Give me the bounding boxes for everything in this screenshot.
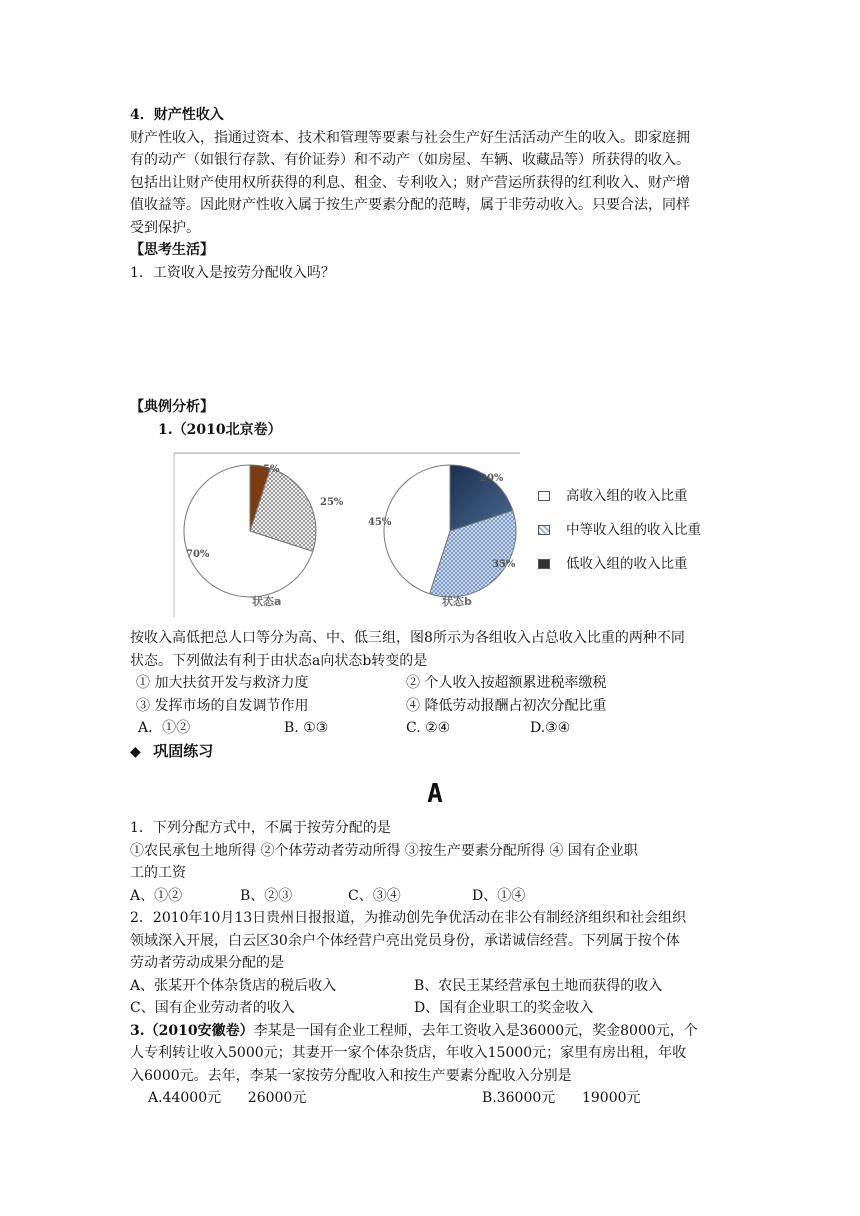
q1-option-d: D、①④ [472, 887, 526, 904]
legend-swatch-hatched [538, 525, 550, 535]
q1-statements: ①农民承包土地所得 ②个体劳动者劳动所得 ③按生产要素分配所得 ④ 国有企业职 [130, 842, 638, 859]
state-b-label: 状态b [442, 595, 472, 608]
q2-options-row [130, 975, 740, 998]
option-d: D.③④ [530, 720, 571, 736]
q2-option-c: C、国有企业劳动者的收入 [130, 1000, 295, 1016]
q1-option-a: A、①② [130, 887, 183, 904]
state-a-label: 状态a [252, 595, 282, 608]
think-heading: 【思考生活】 [130, 242, 214, 258]
q1-options [130, 885, 740, 908]
example-stem-line: 按收入高低把总人口等分为高、中、低三组，图8所示为各组收入占总收入比重的两种不同 [130, 630, 685, 646]
document-page [130, 104, 740, 1110]
legend-item-mid [538, 513, 738, 547]
statement-row [130, 672, 740, 695]
think-question: 1．工资收入是按劳分配收入吗？ [130, 264, 335, 281]
pie-state-a [184, 465, 316, 597]
state-b-low-pct: 20% [480, 473, 504, 484]
statement-2: ② 个人收入按超额累进税率缴税 [406, 675, 607, 691]
q2-options-row [130, 997, 740, 1020]
section-4-heading: 4．财产性收入 [130, 107, 224, 123]
q1-statements-cont: 工的工资 [130, 865, 186, 881]
q2-option-a: A、张某开个体杂货店的税后收入 [130, 977, 337, 994]
q1-option-b: B、②③ [240, 887, 293, 904]
legend-label: 低收入组的收入比重 [566, 555, 688, 572]
statement-4: ④ 降低劳动报酬占初次分配比重 [406, 697, 607, 714]
legend-swatch-white [538, 491, 550, 501]
example-item-title: 1.（2010北京卷） [158, 421, 282, 438]
example-heading: 【典例分析】 [130, 399, 214, 415]
option-c: C. ②④ [406, 720, 451, 736]
q2-option-b: B、农民王某经营承包土地而获得的收入 [414, 977, 663, 994]
legend-swatch-dark [538, 559, 550, 569]
state-a-mid-pct: 25% [320, 497, 344, 508]
q1-stem: 1．下列分配方式中，不属于按劳分配的是 [130, 820, 391, 836]
q3-line: 入6000元。去年，李某一家按劳分配收入和按生产要素分配收入分别是 [130, 1067, 572, 1084]
statement-3: ③ 发挥市场的自发调节作用 [136, 697, 309, 714]
pie-state-b [384, 465, 516, 597]
q2-option-d: D、国有企业职工的奖金收入 [414, 1000, 594, 1016]
q3-option-a: A.44000元 26000元 [148, 1090, 307, 1106]
practice-heading-row [130, 740, 740, 764]
example-stem-line: 状态。下列做法有利于由状态a向状态b转变的是 [130, 652, 428, 669]
legend-label: 高收入组的收入比重 [566, 487, 688, 504]
q2-line: 2．2010年10月13日贵州日报报道，为推动创先争优活动在非公有制经济组织和社会组织 [130, 910, 687, 926]
paragraph-line: 包括出让财产使用权所获得的利息、租金、专利收入；财产营运所获得的红利收入、财产增 [130, 174, 690, 191]
q3-text: 李某是一国有企业工程师，去年工资收入是36000元，奖金8000元，个 [253, 1022, 698, 1039]
q3-line: 人专利转让收入5000元；其妻开一家个体杂货店，年收入15000元；家里有房出租，年收 [130, 1045, 687, 1061]
paragraph-line: 财产性收入，指通过资本、技术和管理等要素与社会生产好生活活动产生的收入。即家庭拥 [130, 129, 690, 146]
option-a: A．①② [138, 720, 191, 736]
paragraph-line: 值收益等。因此财产性收入属于按生产要素分配的范畴，属于非劳动收入。只要合法，同样 [130, 197, 690, 213]
q1-option-c: C、③④ [348, 887, 401, 904]
legend-item-high [538, 479, 738, 513]
q3-option-b: B.36000元 19000元 [482, 1090, 641, 1106]
practice-heading: 巩固练习 [153, 741, 214, 760]
state-a-low-pct: 5% [263, 464, 280, 475]
legend-item-low [538, 547, 738, 581]
q3-line [130, 1020, 740, 1043]
statement-row [130, 695, 740, 718]
q3-title: 3.（2010安徽卷） [130, 1022, 254, 1039]
statement-1: ① 加大扶贫开发与救济力度 [136, 675, 309, 691]
q3-options [130, 1087, 740, 1110]
legend-label: 中等收入组的收入比重 [566, 521, 701, 538]
example-options [130, 717, 740, 740]
paragraph-line: 受到保护。 [130, 219, 200, 236]
option-b: B. ①③ [284, 720, 329, 736]
income-pie-figure [130, 447, 730, 623]
paragraph-line: 有的动产（如银行存款、有价证券）和不动产（如房屋、车辆、收藏品等）所获得的收入。 [130, 152, 690, 168]
state-a-high-pct: 70% [186, 549, 210, 560]
diamond-bullet-icon: ◆ [130, 743, 141, 760]
pie-legend [538, 479, 738, 581]
state-b-mid-pct: 35% [492, 559, 516, 570]
practice-level-title: A [427, 779, 443, 809]
state-b-high-pct: 45% [368, 517, 392, 528]
q2-line: 领域深入开展，白云区30余户个体经营户亮出党员身份，承诺诚信经营。下列属于按个体 [130, 932, 680, 949]
q2-line: 劳动者劳动成果分配的是 [130, 955, 284, 971]
